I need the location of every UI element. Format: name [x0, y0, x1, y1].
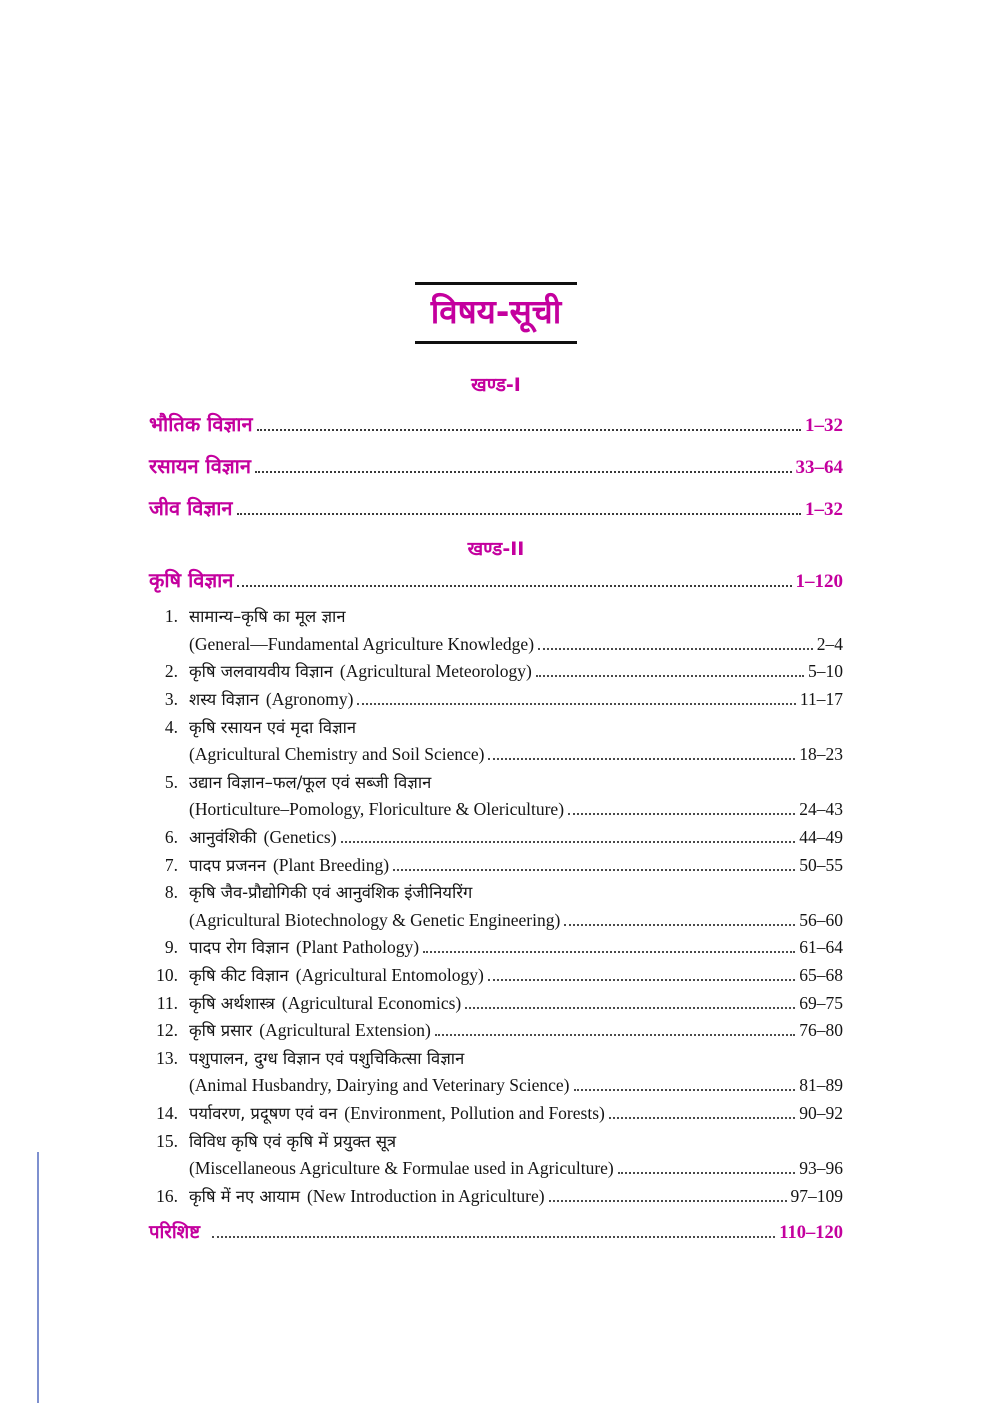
toc-item-pages: 1–32 — [805, 415, 843, 437]
dot-leader — [609, 1117, 795, 1119]
toc-item-label: रसायन विज्ञान — [149, 454, 251, 479]
entry-hindi-label: आनुवंशिकी — [189, 828, 257, 848]
dot-leader — [357, 703, 795, 705]
dot-leader — [435, 1034, 795, 1036]
entry-hindi-label: कृषि जैव-प्रौद्योगिकी एवं आनुवंशिक इंजीनियरिंग — [189, 883, 473, 903]
toc-entry[interactable] — [149, 1045, 843, 1100]
entry-hindi-label: पर्यावरण, प्रदूषण एवं वन — [189, 1103, 338, 1123]
entry-body — [189, 1045, 843, 1100]
entry-row-english — [189, 796, 843, 824]
entry-row-hindi — [189, 879, 843, 907]
entry-hindi-label: पादप प्रजनन — [189, 855, 266, 875]
entry-row-hindi — [189, 1128, 843, 1156]
entry-row — [189, 934, 843, 962]
entry-row — [189, 824, 843, 852]
entry-hindi-label: कृषि रसायन एवं मृदा विज्ञान — [189, 717, 357, 737]
entry-english-label: (Animal Husbandry, Dairying and Veterinary Science) — [189, 1075, 570, 1096]
dot-leader — [488, 758, 795, 760]
entry-body — [189, 934, 843, 962]
toc-item-pages: 110–120 — [779, 1223, 843, 1244]
entry-row-hindi — [189, 1045, 843, 1073]
toc-item-pages: 1–32 — [805, 499, 843, 521]
dot-leader — [538, 648, 813, 650]
toc-item-label: जीव विज्ञान — [149, 496, 233, 521]
dot-leader — [341, 841, 796, 843]
entry-body — [189, 603, 843, 658]
entry-body — [189, 990, 843, 1018]
entry-pages: 90–92 — [799, 1102, 843, 1123]
entry-number: 2. — [164, 661, 178, 682]
dot-leader — [618, 1172, 795, 1174]
entry-body — [189, 658, 843, 686]
entry-hindi-label: कृषि कीट विज्ञान — [189, 966, 289, 986]
entry-hindi-label: पादप रोग विज्ञान — [189, 938, 290, 958]
entry-pages: 97–109 — [790, 1185, 843, 1206]
title-wrap — [149, 282, 843, 344]
toc-part1-item[interactable] — [149, 453, 843, 481]
toc-entry[interactable] — [149, 1183, 843, 1211]
entry-pages: 69–75 — [799, 992, 843, 1013]
toc-entry[interactable] — [149, 769, 843, 824]
entry-english-label: (Environment, Pollution and Forests) — [344, 1102, 605, 1123]
entry-number: 7. — [164, 854, 178, 875]
entry-pages: 50–55 — [799, 854, 843, 875]
dot-leader — [568, 813, 795, 815]
entry-row — [189, 962, 843, 990]
entry-pages: 2–4 — [816, 633, 843, 654]
toc-part1-item[interactable] — [149, 495, 843, 523]
dot-leader — [393, 869, 795, 871]
scan-edge-line — [37, 1152, 39, 1403]
toc-item-label: परिशिष्ट — [149, 1222, 201, 1244]
entry-english-label: (General—Fundamental Agriculture Knowledge) — [189, 633, 535, 654]
entry-row-hindi — [189, 714, 843, 742]
toc-entry[interactable] — [149, 990, 843, 1018]
entry-body — [189, 852, 843, 880]
entry-english-label: (Genetics) — [263, 827, 337, 848]
entry-hindi-label: कृषि अर्थशास्त्र — [189, 993, 275, 1013]
entry-pages: 81–89 — [799, 1075, 843, 1096]
entry-row — [189, 1017, 843, 1045]
toc-entry[interactable] — [149, 603, 843, 658]
dot-leader — [212, 1236, 775, 1238]
entry-pages: 24–43 — [799, 799, 843, 820]
entry-hindi-label: शस्य विज्ञान — [189, 690, 259, 710]
toc-entry[interactable] — [149, 934, 843, 962]
dot-leader — [255, 471, 792, 473]
entry-row-english — [189, 1072, 843, 1100]
entry-row — [189, 852, 843, 880]
entry-number: 11. — [156, 992, 178, 1013]
entry-english-label: (Horticulture–Pomology, Floriculture & Olericulture) — [189, 799, 565, 820]
entry-number: 4. — [164, 716, 178, 737]
dot-leader — [488, 979, 795, 981]
entry-english-label: (Agricultural Meteorology) — [339, 661, 532, 682]
entry-hindi-label: कृषि जलवायवीय विज्ञान — [189, 662, 333, 682]
entry-body — [189, 1017, 843, 1045]
toc-part2-main-item[interactable] — [149, 567, 843, 595]
dot-leader — [237, 585, 791, 587]
entry-pages: 61–64 — [799, 937, 843, 958]
entry-number: 16. — [156, 1185, 178, 1206]
entry-row — [189, 1100, 843, 1128]
toc-item-pages: 33–64 — [795, 457, 843, 479]
toc-entry[interactable] — [149, 686, 843, 714]
entry-hindi-label: उद्यान विज्ञान–फल/फूल एवं सब्जी विज्ञान — [189, 772, 432, 792]
entry-number: 3. — [164, 689, 178, 710]
toc-entry[interactable] — [149, 879, 843, 934]
toc-entry[interactable] — [149, 1128, 843, 1183]
dot-leader — [257, 429, 801, 431]
entry-pages: 56–60 — [799, 909, 843, 930]
entry-number: 5. — [164, 771, 178, 792]
entry-english-label: (Agricultural Economics) — [281, 992, 462, 1013]
dot-leader — [549, 1200, 787, 1202]
entry-row — [189, 658, 843, 686]
entry-english-label: (Plant Pathology) — [296, 937, 420, 958]
entry-number: 6. — [164, 827, 178, 848]
entry-english-label: (New Introduction in Agriculture) — [306, 1185, 545, 1206]
entry-hindi-label: सामान्य–कृषि का मूल ज्ञान — [189, 607, 346, 627]
toc-entry[interactable] — [149, 962, 843, 990]
toc-entry[interactable] — [149, 1100, 843, 1128]
entry-row-hindi — [189, 769, 843, 797]
entry-pages: 44–49 — [799, 827, 843, 848]
toc-appendix-item[interactable] — [149, 1219, 843, 1247]
entry-english-label: (Agricultural Entomology) — [295, 965, 484, 986]
entry-row — [189, 686, 843, 714]
entry-number: 1. — [164, 606, 178, 627]
entry-body — [189, 824, 843, 852]
entries-list — [149, 603, 843, 1210]
section-heading-part2: खण्ड-II — [467, 538, 525, 561]
entry-number: 15. — [156, 1130, 178, 1151]
entry-row-english — [189, 907, 843, 935]
entry-hindi-label: कृषि में नए आयाम — [189, 1186, 300, 1206]
title-rule-block — [415, 282, 578, 344]
entry-body — [189, 1183, 843, 1211]
entry-body — [189, 1128, 843, 1183]
entry-row-english — [189, 631, 843, 659]
section-heading-part1: खण्ड-I — [471, 374, 521, 397]
entry-pages: 18–23 — [799, 744, 843, 765]
dot-leader — [564, 924, 795, 926]
entry-english-label: (Agricultural Extension) — [259, 1020, 431, 1041]
toc-item-label: कृषि विज्ञान — [149, 568, 234, 593]
entry-number: 12. — [156, 1020, 178, 1041]
toc-item-pages: 1–120 — [795, 571, 843, 593]
entry-english-label: (Agronomy) — [265, 689, 354, 710]
entry-number: 10. — [156, 965, 178, 986]
toc-entry[interactable] — [149, 852, 843, 880]
entry-english-label: (Agricultural Chemistry and Soil Science) — [189, 744, 485, 765]
dot-leader — [237, 513, 801, 515]
entry-hindi-label: कृषि प्रसार — [189, 1021, 253, 1041]
dot-leader — [536, 675, 804, 677]
entry-body — [189, 769, 843, 824]
entry-hindi-label: विविध कृषि एवं कृषि में प्रयुक्त सूत्र — [189, 1131, 397, 1151]
toc-part1-item[interactable] — [149, 411, 843, 439]
entry-hindi-label: पशुपालन, दुग्ध विज्ञान एवं पशुचिकित्सा विज्ञान — [189, 1048, 465, 1068]
entry-number: 14. — [156, 1102, 178, 1123]
entry-row-hindi — [189, 603, 843, 631]
page-title: विषय-सूची — [430, 292, 562, 331]
dot-leader — [574, 1089, 796, 1091]
entry-row — [189, 990, 843, 1018]
entry-body — [189, 1100, 843, 1128]
toc-entry[interactable] — [149, 824, 843, 852]
toc-item-label: भौतिक विज्ञान — [149, 412, 253, 437]
entry-row — [189, 1183, 843, 1211]
entry-pages: 5–10 — [808, 661, 843, 682]
dot-leader — [423, 951, 795, 953]
toc-entry[interactable] — [149, 1017, 843, 1045]
entry-body — [189, 714, 843, 769]
dot-leader — [465, 1007, 795, 1009]
entry-row-english — [189, 1155, 843, 1183]
entry-number: 13. — [156, 1047, 178, 1068]
entry-pages: 11–17 — [799, 689, 843, 710]
entry-body — [189, 686, 843, 714]
entry-number: 8. — [164, 882, 178, 903]
entry-row-english — [189, 741, 843, 769]
entry-pages: 76–80 — [799, 1020, 843, 1041]
entry-english-label: (Miscellaneous Agriculture & Formulae used in Agriculture) — [189, 1158, 614, 1179]
entry-pages: 93–96 — [799, 1158, 843, 1179]
toc-entry[interactable] — [149, 658, 843, 686]
toc-entry[interactable] — [149, 714, 843, 769]
entry-english-label: (Agricultural Biotechnology & Genetic Engineering) — [189, 909, 561, 930]
entry-english-label: (Plant Breeding) — [272, 854, 390, 875]
entry-body — [189, 962, 843, 990]
entry-pages: 65–68 — [799, 965, 843, 986]
entry-body — [189, 879, 843, 934]
entry-number: 9. — [164, 937, 178, 958]
